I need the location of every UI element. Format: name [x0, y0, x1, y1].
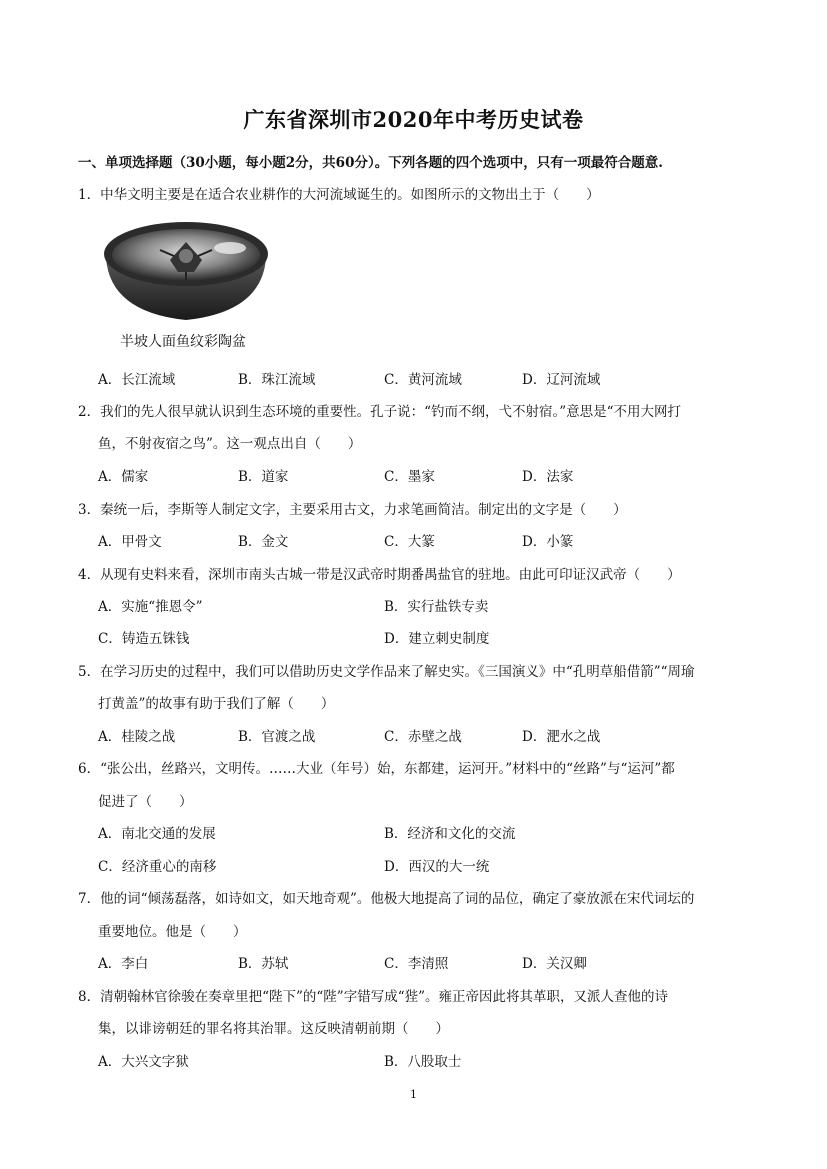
option-b[interactable]: B．珠江流域	[238, 372, 316, 388]
option-b[interactable]: B．实行盐铁专卖	[384, 599, 489, 615]
option-b[interactable]: B．金文	[238, 534, 289, 550]
option-d[interactable]: D．建立刺史制度	[384, 631, 490, 647]
option-d[interactable]: D．淝水之战	[522, 729, 601, 745]
option-b[interactable]: B．八股取士	[384, 1054, 462, 1070]
question-8-text: 8．清朝翰林官徐骏在奏章里把“陛下”的“陛”字错写成“狴”。雍正帝因此将其革职，又派人查他的诗	[78, 989, 668, 1005]
page-number: 1	[410, 1088, 417, 1101]
option-c[interactable]: C．铸造五铢钱	[98, 631, 190, 647]
question-7-text: 7．他的词“倾荡磊落，如诗如文，如天地奇观”。他极大地提高了词的品位，确定了豪放派在宋代词坛的	[78, 891, 695, 907]
question-4-text: 4．从现有史料来看，深圳市南头古城一带是汉武帝时期番禺盐官的驻地。由此可印证汉武帝（ ）	[78, 567, 681, 583]
question-6-text: 6．“张公出，丝路兴，文明传。……大业（年号）始，东都建，运河开。”材料中的“丝路”与“运河”都	[78, 761, 675, 777]
page-title: 广东省深圳市2020年中考历史试卷	[243, 107, 584, 132]
pottery-basin-image	[100, 220, 272, 326]
option-d[interactable]: D．西汉的大一统	[384, 859, 490, 875]
option-a[interactable]: A．长江流域	[98, 372, 176, 388]
option-d[interactable]: D．辽河流域	[522, 372, 601, 388]
option-c[interactable]: C．经济重心的南移	[98, 859, 217, 875]
question-5-text-cont: 打黄盖”的故事有助于我们了解（ ）	[98, 696, 335, 712]
question-8-text-cont: 集，以诽谤朝廷的罪名将其治罪。这反映清朝前期（ ）	[98, 1021, 449, 1037]
question-5-text: 5．在学习历史的过程中，我们可以借助历史文学作品来了解史实。《三国演义》中“孔明草船借箭”“周瑜	[78, 664, 695, 680]
option-a[interactable]: A．实施“推恩令”	[98, 599, 203, 615]
option-d[interactable]: D．关汉卿	[522, 956, 587, 972]
option-a[interactable]: A．大兴文字狱	[98, 1054, 189, 1070]
option-b[interactable]: B．经济和文化的交流	[384, 826, 516, 842]
section-heading: 一、单项选择题（30小题，每小题2分，共60分）。下列各题的四个选项中，只有一项最符合题意.	[78, 155, 663, 171]
option-b[interactable]: B．道家	[238, 469, 289, 485]
option-a[interactable]: A．李白	[98, 956, 149, 972]
option-c[interactable]: C．李清照	[384, 956, 449, 972]
option-d[interactable]: D．法家	[522, 469, 574, 485]
option-a[interactable]: A．甲骨文	[98, 534, 162, 550]
option-c[interactable]: C．黄河流域	[384, 372, 462, 388]
option-b[interactable]: B．官渡之战	[238, 729, 316, 745]
option-a[interactable]: A．南北交通的发展	[98, 826, 216, 842]
option-a[interactable]: A．儒家	[98, 469, 149, 485]
question-2-text-cont: 鱼，不射夜宿之鸟”。这一观点出自（ ）	[98, 436, 362, 452]
question-1-text: 1．中华文明主要是在适合农业耕作的大河流域诞生的。如图所示的文物出土于（ ）	[78, 187, 600, 203]
option-c[interactable]: C．大篆	[384, 534, 435, 550]
option-c[interactable]: C．墨家	[384, 469, 435, 485]
question-2-text: 2．我们的先人很早就认识到生态环境的重要性。孔子说：“钓而不纲，弋不射宿。”意思是“不用大网打	[78, 404, 682, 420]
option-d[interactable]: D．小篆	[522, 534, 574, 550]
option-c[interactable]: C．赤壁之战	[384, 729, 462, 745]
figure-caption: 半坡人面鱼纹彩陶盆	[120, 334, 246, 350]
option-b[interactable]: B．苏轼	[238, 956, 289, 972]
question-3-text: 3．秦统一后，李斯等人制定文字，主要采用古文，力求笔画简洁。制定出的文字是（ ）	[78, 502, 627, 518]
option-a[interactable]: A．桂陵之战	[98, 729, 176, 745]
question-7-text-cont: 重要地位。他是（ ）	[98, 924, 247, 940]
question-6-text-cont: 促进了（ ）	[98, 794, 193, 810]
